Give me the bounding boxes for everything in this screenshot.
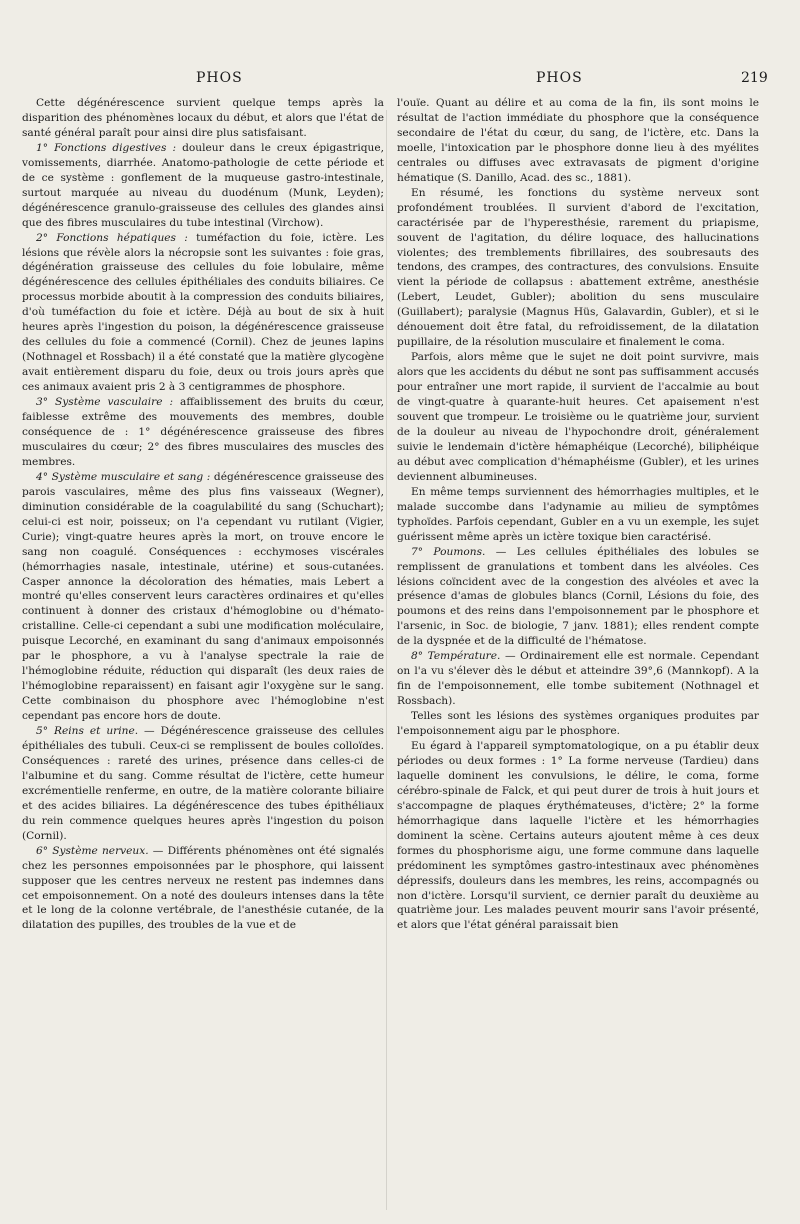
paragraph-text: l'ouïe. Quant au délire et au coma de la fin, ils sont moins le résultat de l'action immédiate du phosphore que la conséquence secondaire de l'état du cœur, du sang, de l'ictère, etc. Dans la moelle, l'intoxication par le phosphore donne lieu à des myélites centrales ou diffuses avec extravasats de pigment d'origine hématique (S. Danillo, Acad. des sc., 1881). [397, 97, 759, 184]
paragraph-text: Eu égard à l'appareil symptomatologique, on a pu établir deux périodes ou deux formes : 1° La forme nerveuse (Tardieu) dans laquelle dominent les convulsions, le délire, le coma, forme cérébro-spinale de Falck, et qui peut durer de trois à huit jours et s'accompagne de plaques érythémateuses, d'ictère; 2° la forme hémorrhagique dans laquelle l'ictère et les hémorrhagies dominent la scène. Certains auteurs ajoutent même à ces deux formes du phosphorisme aigu, une forme commune dans laquelle prédominent les symptômes gastro-intestinaux avec phénomènes dépressifs, douleurs dans les membres, les reins, accompagnés ou non d'ictère. Lorsqu'il survient, ce dernier paraît du deuxième au quatrième jour. Les malades peuvent mourir sans l'avoir présenté, et alors que l'état général paraissait bien [397, 739, 759, 932]
paragraph-text: Cette dégénérescence survient quelque temps après la disparition des phénomènes locaux du début, et alors que l'état de santé général paraît pour ainsi dire plus satisfaisant. [22, 97, 384, 139]
paragraph [397, 739, 759, 933]
column-divider [386, 110, 387, 1210]
paragraph [22, 231, 384, 395]
section-heading: 6° Système nerveux. [36, 844, 149, 857]
paragraph [22, 141, 384, 231]
section-heading: 8° Température. [411, 650, 501, 663]
paragraph-text: tuméfaction du foie, ictère. Les lésions que révèle alors la nécropsie sont les suivantes : foie gras, dégénération graisseuse des cellules du foie lobulaire, même dégénérescence des cellules épithéliales des conduits biliaires. Ce processus morbide aboutit à la compression des conduits biliaires, d'où tuméfaction du foie et ictère. Déjà au bout de six à huit heures après l'ingestion du poison, la dégénérescence graisseuse des cellules du foie a commencé (Cornil). Chez de jeunes lapins (Nothnagel et Rossbach) il a été constaté que la matière glycogène avait entièrement disparu du foie, deux ou trois jours après que ces animaux avaient pris 2 à 3 centigrammes de phosphore. [22, 231, 384, 394]
section-heading: 5° Reins et urine. [36, 725, 139, 738]
paragraph-text: En résumé, les fonctions du système nerveux sont profondément troublées. Il survient d'abord de l'excitation, caractérisée par de l'hyperesthésie, rarement du priapisme, souvent de l'agitation, du délire loquace, des hallucinations violentes; des tremblements fibrillaires, des soubresauts des tendons, des crampes, des contractures, des convulsions. Ensuite vient la période de collapsus : abattement extrême, anesthésie (Lebert, Leudet, Gubler); abolition du sens musculaire (Guillabert); paralysie (Magnus Hüs, Galavardin, Gubler), et si le dénouement doit être fatal, du refroidissement, de la dilatation pupillaire, de la résolution musculaire et finalement le coma. [397, 186, 759, 349]
paragraph-text: dégénérescence graisseuse des parois vasculaires, même des plus fins vaisseaux (Wegner), diminution considérable de la coagulabilité du sang (Schuchart); celui-ci est noir, poisseux; on l'a cependant vu rutilant (Vigier, Curie); vingt-quatre heures après la mort, on trouve encore le sang non coagulé. Conséquences : ecchymoses viscérales (hémorrhagies nasale, intestinale, utérine) et sous-cutanées. Casper annonce la décoloration des hématies, mais Lebert a montré qu'elles conservent leurs caractères ordinaires et qu'elles continuent à donner des cristaux d'hémoglobine ou d'hémato-cristalline. Celle-ci cependant a subi une modification moléculaire, puisque Lecorché, en examinant du sang d'animaux empoisonnés par le phosphore, a vu à l'analyse spectrale la raie de l'hémoglobine réduite, réduction qui disparaît (les deux raies de l'hémoglobine reparaissent) en faisant agir l'oxygène sur le sang. Cette combinaison du phosphore avec l'hémoglobine n'est cependant pas encore hors de doute. [22, 470, 384, 723]
paragraph-text: — Ordinairement elle est normale. Cependant on l'a vu s'élever dès le début et atteindre 39°,6 (Mannkopf). A la fin de l'empoisonnement, elle tombe subitement (Nothnagel et Rossbach). [397, 650, 759, 708]
section-heading: 1° Fonctions digestives : [36, 141, 177, 154]
paragraph [397, 96, 759, 186]
paragraph [22, 470, 384, 724]
right-column [397, 96, 759, 1214]
paragraph-text: affaiblissement des bruits du cœur, faiblesse extrême des mouvements des membres, double conséquence de : 1° dégénérescence graisseuse des fibres musculaires du cœur; 2° des fibres musculaires des muscles des membres. [22, 396, 384, 468]
paragraph-text: — Dégénérescence graisseuse des cellules épithéliales des tubuli. Ceux-ci se remplissent de boules colloïdes. Conséquences : rareté des urines, présence dans celles-ci de l'albumine et du sang. Comme résultat de l'ictère, cette humeur excrémentielle renferme, en outre, de la matière colorante biliaire et des acides biliaires. La dégénérescence des tubes épithéliaux du rein commence quelques heures après l'ingestion du poison (Cornil). [22, 725, 384, 842]
page-number: 219 [741, 70, 768, 86]
paragraph [22, 395, 384, 470]
section-heading: 4° Système musculaire et sang : [36, 470, 211, 483]
paragraph-text: Parfois, alors même que le sujet ne doit point survivre, mais alors que les accidents du début ne sont pas suffisamment accusés pour entraîner une mort rapide, il survient de l'accalmie au bout de vingt-quatre à quarante-huit heures. Cet apaisement n'est souvent que trompeur. Le troisième ou le quatrième jour, survient de la douleur au niveau de l'hypochondre droit, généralement suivie le lendemain d'ictère hémaphéique (Lecorché), biliphéique au début avec complication d'hémaphéisme (Gubler), et les urines deviennent albumineuses. [397, 351, 759, 483]
paragraph [397, 186, 759, 350]
paragraph [22, 844, 384, 934]
running-head-left: PHOS [196, 70, 243, 86]
paragraph-text: — Les cellules épithéliales des lobules se remplissent de granulations et tombent dans les alvéoles. Ces lésions coïncident avec de la congestion des alvéoles et avec la présence d'amas de globules blancs (Cornil, Lésions du foie, des poumons et des reins dans l'empoisonnement par le phosphore et l'arsenic, in Soc. de biologie, 7 janv. 1881); elles rendent compte de la dyspnée et de la difficulté de l'hématose. [397, 545, 759, 648]
paragraph-text: douleur dans le creux épigastrique, vomissements, diarrhée. Anatomo-pathologie de cette période et de ce système : gonflement de la muqueuse gastro-intestinale, surtout marquée au niveau du duodénum (Munk, Leyden); dégénérescence granulo-graisseuse des cellules des glandes ainsi que des fibres musculaires du tube intestinal (Virchow). [22, 141, 384, 229]
paragraph-text: — Différents phénomènes ont été signalés chez les personnes empoisonnées par le phosphore, qui laissent supposer que les centres nerveux ne restent pas indemnes dans cet empoisonnement. On a noté des douleurs intenses dans la tête et le long de la colonne vertébrale, de l'anesthésie cutanée, de la dilatation des pupilles, des troubles de la vue et de [22, 844, 384, 932]
paragraph-text: Telles sont les lésions des systèmes organiques produites par l'empoisonnement aigu par le phosphore. [397, 710, 759, 738]
paragraph [397, 649, 759, 709]
paragraph [22, 96, 384, 141]
paragraph [22, 724, 384, 844]
paragraph [397, 350, 759, 485]
paragraph [397, 545, 759, 650]
running-head-right: PHOS [536, 70, 583, 86]
paragraph [397, 709, 759, 739]
section-heading: 2° Fonctions hépatiques : [36, 231, 188, 244]
section-heading: 3° Système vasculaire : [36, 396, 174, 409]
left-column [22, 96, 384, 1214]
section-heading: 7° Poumons. [411, 545, 486, 558]
paragraph [397, 485, 759, 545]
paragraph-text: En même temps surviennent des hémorrhagies multiples, et le malade succombe dans l'adynamie au milieu de symptômes typhoïdes. Parfois cependant, Gubler en a vu un exemple, les sujet guérissent même après un ictère toxique bien caractérisé. [397, 485, 759, 543]
